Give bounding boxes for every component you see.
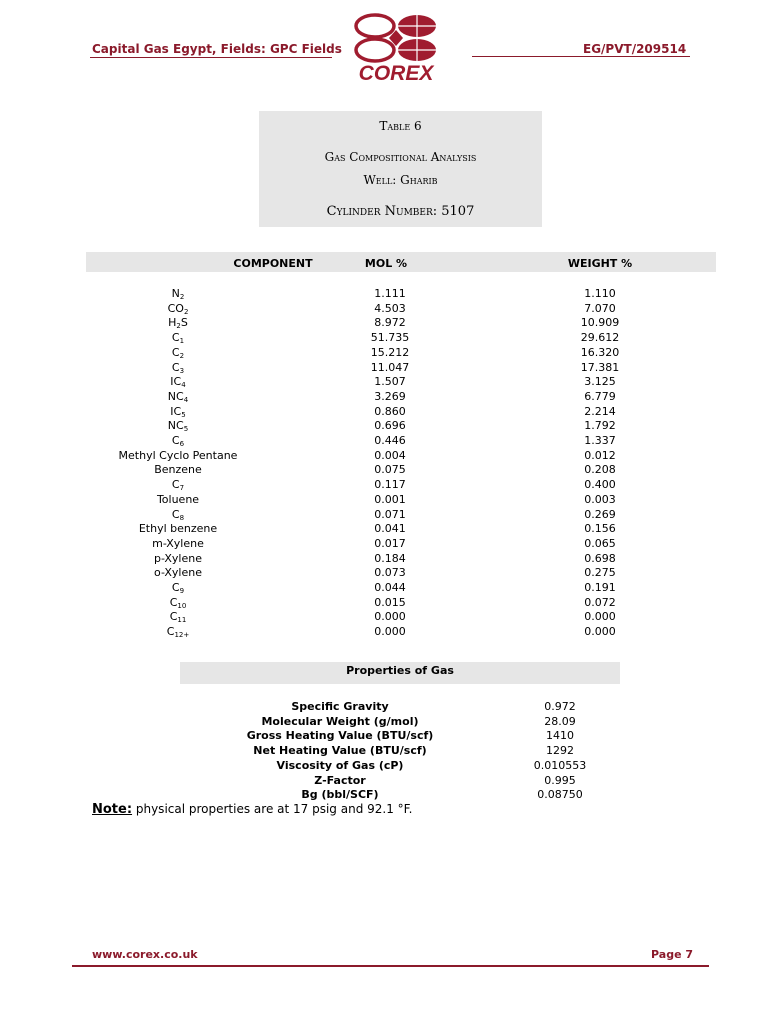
- component-subscript: 10: [177, 601, 187, 610]
- component-name: m-Xylene: [152, 536, 204, 550]
- logo-wordmark: COREX: [358, 62, 434, 85]
- weight-percent-cell: 1.337: [584, 434, 616, 447]
- component-cell: [98, 346, 258, 360]
- property-value: 0.08750: [537, 788, 583, 802]
- table-row: [0, 390, 768, 405]
- table-row: [0, 346, 768, 361]
- mol-percent-cell: 0.015: [374, 595, 406, 609]
- mol-percent-cell: 0.001: [374, 492, 406, 506]
- weight-percent-cell: 0.156: [584, 522, 616, 536]
- component-subscript: 11: [177, 616, 187, 625]
- mol-percent-cell: 51.735: [370, 331, 410, 345]
- component-cell: [98, 508, 258, 522]
- mol-percent-cell: 4.503: [374, 301, 406, 315]
- mol-header: MOL %: [364, 257, 408, 270]
- weight-percent-cell: 1.110: [584, 287, 616, 300]
- weight-percent-cell: 0.269: [584, 507, 616, 521]
- property-label: Net Heating Value (BTU/scf): [253, 744, 427, 758]
- weight-percent-cell: 0.275: [584, 566, 616, 580]
- component-subscript: 5: [181, 410, 186, 419]
- mol-percent-cell: 8.972: [374, 316, 406, 330]
- component-name: C: [169, 595, 178, 609]
- component-subscript: 4: [181, 381, 186, 390]
- property-value: 0.010553: [533, 758, 587, 772]
- table-row: [0, 287, 768, 302]
- property-label: Bg (bbl/SCF): [301, 788, 379, 802]
- component-name: o-Xylene: [154, 566, 202, 580]
- weight-header: WEIGHT %: [567, 257, 633, 270]
- table-row: [0, 566, 768, 581]
- table-row: [0, 316, 768, 331]
- properties-title: Properties of Gas: [346, 664, 454, 677]
- table-row: [0, 302, 768, 317]
- component-cell: [98, 302, 258, 316]
- footer-website: www.corex.co.uk: [92, 948, 198, 961]
- component-cell: [98, 581, 258, 595]
- component-subscript: 12+: [174, 631, 190, 640]
- property-row: [0, 700, 768, 715]
- table-row: [0, 522, 768, 537]
- mol-percent-cell: 0.071: [374, 507, 406, 521]
- component-cell: [98, 478, 258, 492]
- table-row: [0, 463, 768, 478]
- component-cell: [98, 390, 258, 404]
- component-name: NC: [167, 389, 184, 403]
- weight-percent-cell: 0.698: [584, 551, 616, 565]
- table-row: [0, 508, 768, 523]
- property-label: Z-Factor: [314, 773, 366, 787]
- table-row: [0, 493, 768, 508]
- component-cell: [98, 610, 258, 624]
- component-name: CO: [167, 301, 184, 315]
- weight-percent-cell: 2.214: [584, 404, 616, 418]
- table-row: [0, 537, 768, 552]
- table-row: [0, 405, 768, 420]
- table-row: [0, 331, 768, 346]
- property-value: 1410: [546, 729, 574, 743]
- component-cell: [98, 331, 258, 345]
- well-name: Well: Gharib: [363, 173, 438, 187]
- component-name: NC: [167, 419, 184, 433]
- component-name: Ethyl benzene: [138, 522, 218, 536]
- weight-percent-cell: 3.125: [584, 375, 616, 389]
- mol-percent-cell: 0.446: [374, 434, 406, 447]
- mol-percent-cell: 1.507: [374, 375, 406, 389]
- weight-percent-cell: 29.612: [580, 331, 620, 345]
- header-divider-right: [472, 56, 690, 57]
- component-cell: [98, 596, 258, 610]
- properties-header: [180, 662, 620, 684]
- property-row: [0, 774, 768, 789]
- component-cell: [98, 449, 258, 462]
- mol-percent-cell: 15.212: [370, 345, 410, 359]
- table-row: [0, 625, 768, 640]
- component-cell: [98, 463, 258, 476]
- table-row: [0, 449, 768, 464]
- weight-percent-cell: 10.909: [580, 316, 620, 330]
- weight-percent-cell: 0.012: [584, 448, 616, 462]
- table-row: [0, 419, 768, 434]
- component-cell: [98, 375, 258, 389]
- component-cell: [98, 522, 258, 535]
- mol-percent-cell: 0.017: [374, 536, 406, 550]
- component-name: H: [168, 316, 177, 330]
- mol-percent-cell: 0.073: [374, 566, 406, 580]
- weight-percent-cell: 17.381: [580, 360, 620, 374]
- component-name: C: [171, 360, 180, 374]
- component-subscript: 2: [176, 322, 181, 331]
- property-value: 28.09: [544, 714, 576, 728]
- component-cell: [98, 434, 258, 448]
- component-cell: [98, 537, 258, 550]
- component-cell: [98, 405, 258, 419]
- component-name: C: [169, 610, 178, 624]
- component-name: N: [171, 287, 180, 300]
- weight-percent-cell: 7.070: [584, 301, 616, 315]
- weight-percent-cell: 0.072: [584, 595, 616, 609]
- header-report-ref: EG/PVT/209514: [583, 42, 687, 56]
- weight-percent-cell: 0.400: [584, 478, 616, 492]
- component-name: Methyl Cyclo Pentane: [118, 448, 238, 462]
- mol-percent-cell: 11.047: [370, 360, 410, 374]
- mol-percent-cell: 1.111: [374, 287, 406, 300]
- component-subscript: 4: [183, 395, 189, 404]
- weight-percent-cell: 0.065: [584, 536, 616, 550]
- weight-percent-cell: 0.000: [584, 625, 616, 639]
- analysis-title: Gas Compositional Analysis: [324, 150, 477, 164]
- component-subscript: 6: [179, 440, 185, 448]
- component-name: C: [171, 507, 180, 521]
- table-row: [0, 434, 768, 449]
- component-name: p-Xylene: [153, 551, 202, 565]
- mol-percent-cell: 0.184: [374, 551, 406, 565]
- property-row: [0, 744, 768, 759]
- header-divider-left: [90, 57, 332, 58]
- mol-percent-cell: 0.117: [374, 478, 406, 492]
- note-text: physical properties are at 17 psig and 92.1 °F.: [132, 802, 413, 816]
- component-header: COMPONENT: [233, 257, 313, 270]
- table-number: Table 6: [379, 119, 422, 133]
- component-subscript: 9: [179, 587, 185, 595]
- property-label: Specific Gravity: [291, 700, 389, 713]
- component-cell: [98, 552, 258, 565]
- mol-percent-cell: 0.696: [374, 419, 406, 433]
- property-row: [0, 788, 768, 803]
- property-label: Viscosity of Gas (cP): [276, 758, 404, 772]
- mol-percent-cell: 0.000: [374, 610, 406, 624]
- property-value: 0.995: [544, 773, 576, 787]
- table-row: [0, 596, 768, 611]
- property-row: [0, 759, 768, 774]
- weight-percent-cell: 0.000: [584, 610, 616, 624]
- property-value: 1292: [546, 744, 574, 758]
- conditions-note: [92, 802, 412, 817]
- component-cell: [98, 361, 258, 375]
- property-row: [0, 729, 768, 744]
- component-subscript: 3: [179, 366, 185, 375]
- mol-percent-cell: 0.041: [374, 522, 406, 536]
- property-label: Gross Heating Value (BTU/scf): [246, 729, 434, 743]
- weight-percent-cell: 0.003: [584, 492, 616, 506]
- component-subscript: 8: [179, 513, 185, 522]
- mol-percent-cell: 3.269: [374, 389, 406, 403]
- header-left-title: Capital Gas Egypt, Fields: GPC Fields: [92, 42, 342, 56]
- cylinder-number: Cylinder Number: 5107: [326, 204, 475, 219]
- table-row: [0, 375, 768, 390]
- table-row: [0, 610, 768, 625]
- table-row: [0, 361, 768, 376]
- component-name: Toluene: [156, 492, 200, 506]
- component-subscript: 7: [179, 484, 185, 493]
- component-name: IC: [170, 404, 182, 418]
- weight-percent-cell: 0.208: [584, 463, 616, 477]
- mol-percent-cell: 0.044: [374, 581, 406, 594]
- component-cell: [98, 419, 258, 433]
- weight-percent-cell: 16.320: [580, 345, 620, 359]
- component-name: C: [166, 625, 175, 639]
- footer-divider: [72, 965, 709, 967]
- component-name: C: [171, 581, 180, 594]
- weight-percent-cell: 0.191: [584, 581, 616, 594]
- table-row: [0, 478, 768, 493]
- note-label: Note:: [92, 802, 133, 817]
- component-name: IC: [170, 375, 182, 389]
- component-subscript: 5: [183, 425, 189, 434]
- property-label: Molecular Weight (g/mol): [261, 714, 419, 728]
- component-name: C: [171, 331, 180, 345]
- weight-percent-cell: 1.792: [584, 419, 616, 433]
- property-row: [0, 715, 768, 730]
- weight-percent-cell: 6.779: [584, 389, 616, 403]
- table-row: [0, 552, 768, 567]
- corex-logo-icon: [352, 12, 440, 64]
- component-cell: [98, 625, 258, 639]
- component-suffix: S: [180, 316, 188, 330]
- component-subscript: 2: [179, 351, 185, 360]
- component-subscript: 2: [179, 293, 185, 301]
- corex-logo: [352, 12, 440, 88]
- composition-header-row: [86, 252, 716, 272]
- component-name: C: [171, 478, 180, 492]
- component-cell: [98, 566, 258, 579]
- mol-percent-cell: 0.860: [374, 404, 406, 418]
- property-value: 0.972: [544, 700, 576, 713]
- component-cell: [98, 316, 258, 330]
- mol-percent-cell: 0.004: [374, 448, 406, 462]
- mol-percent-cell: 0.000: [374, 625, 406, 639]
- component-cell: [98, 287, 258, 301]
- component-name: C: [171, 434, 180, 447]
- component-subscript: 2: [183, 307, 189, 316]
- component-name: C: [171, 345, 180, 359]
- component-cell: [98, 493, 258, 506]
- footer-page-number: Page 7: [651, 948, 694, 961]
- table-row: [0, 581, 768, 596]
- component-subscript: 1: [179, 337, 185, 346]
- component-name: Benzene: [154, 463, 202, 477]
- table-title-box: [259, 111, 542, 227]
- mol-percent-cell: 0.075: [374, 463, 406, 477]
